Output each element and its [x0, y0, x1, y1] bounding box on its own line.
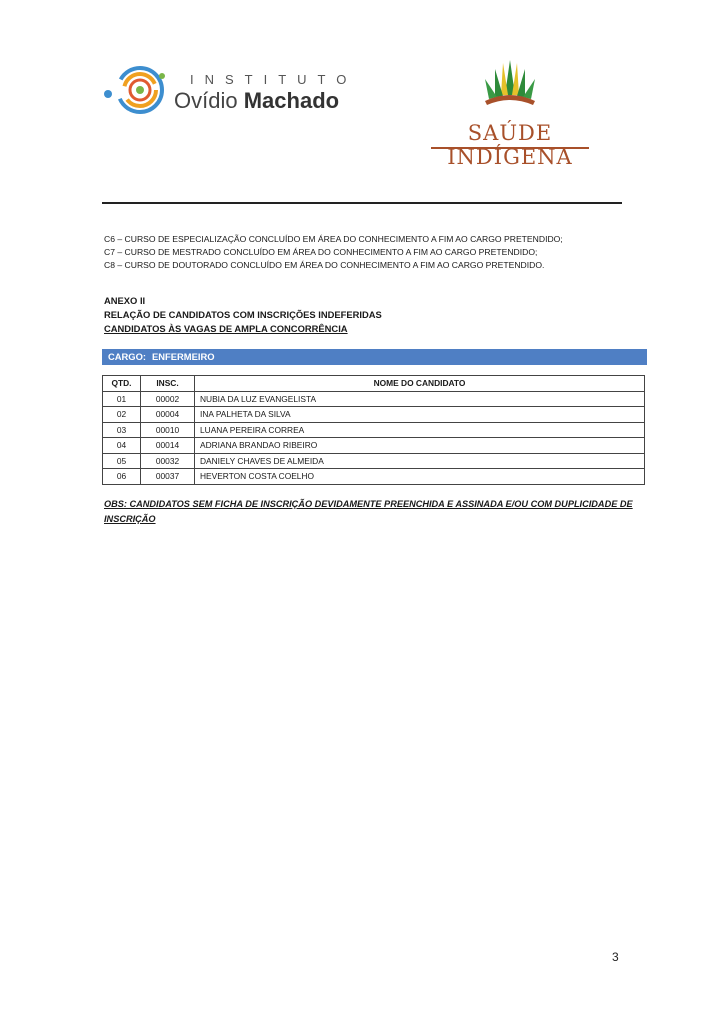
row-nome: HEVERTON COSTA COELHO	[195, 469, 645, 485]
table-row	[103, 422, 645, 438]
table-row	[103, 438, 645, 454]
header-qtd: QTD.	[103, 376, 141, 392]
header-divider	[102, 202, 622, 204]
annex-subtitle: RELAÇÃO DE CANDIDATOS COM INSCRIÇÕES INDEFERIDAS	[104, 309, 382, 320]
saude-indigena-logo	[425, 55, 595, 169]
cargo-bar	[102, 349, 647, 365]
saude-indigena-text: SAÚDE INDÍGENA	[447, 121, 573, 169]
row-qtd: 01	[103, 391, 141, 407]
row-qtd: 06	[103, 469, 141, 485]
page-number: 3	[612, 950, 619, 964]
row-insc: 00032	[141, 453, 195, 469]
row-qtd: 04	[103, 438, 141, 454]
course-criteria-c7: C7 – CURSO DE MESTRADO CONCLUÍDO EM ÁREA DO CONHECIMENTO A FIM AO CARGO PRETENDIDO;	[104, 246, 538, 257]
observation-note: OBS: CANDIDATOS SEM FICHA DE INSCRIÇÃO DEVIDAMENTE PREENCHIDA E ASSINADA E/OU COM DUPLICIDADE DE INSCRIÇÃO	[104, 499, 633, 524]
candidates-table	[102, 375, 645, 485]
row-qtd: 02	[103, 407, 141, 423]
cargo-value: ENFERMEIRO	[152, 351, 215, 362]
row-insc: 00010	[141, 422, 195, 438]
cargo-label: CARGO:	[108, 351, 147, 362]
institute-ring-logo-icon	[102, 60, 172, 120]
table-row	[103, 469, 645, 485]
institute-logo-regular: Ovídio	[174, 88, 238, 113]
row-nome: ADRIANA BRANDAO RIBEIRO	[195, 438, 645, 454]
row-nome: DANIELY CHAVES DE ALMEIDA	[195, 453, 645, 469]
row-nome: NUBIA DA LUZ EVANGELISTA	[195, 391, 645, 407]
institute-logo	[102, 60, 362, 120]
table-row	[103, 407, 645, 423]
row-insc: 00014	[141, 438, 195, 454]
row-insc: 00004	[141, 407, 195, 423]
row-insc: 00037	[141, 469, 195, 485]
annex-section: CANDIDATOS ÀS VAGAS DE AMPLA CONCORRÊNCIA	[104, 323, 348, 334]
course-criteria-list	[104, 233, 563, 271]
institute-logo-line1: INSTITUTO	[190, 72, 358, 87]
institute-logo-bold: Machado	[243, 88, 340, 113]
course-criteria-c6: C6 – CURSO DE ESPECIALIZAÇÃO CONCLUÍDO EM ÁREA DO CONHECIMENTO A FIM AO CARGO PRETENDIDO;	[104, 234, 563, 244]
institute-logo-line2	[174, 88, 339, 114]
table-row	[103, 453, 645, 469]
annex-heading	[104, 294, 382, 336]
row-nome: LUANA PEREIRA CORREA	[195, 422, 645, 438]
row-nome: INA PALHETA DA SILVA	[195, 407, 645, 423]
row-qtd: 03	[103, 422, 141, 438]
header-nome: NOME DO CANDIDATO	[195, 376, 645, 392]
course-criteria-c8: C8 – CURSO DE DOUTORADO CONCLUÍDO EM ÁREA DO CONHECIMENTO A FIM AO CARGO PRETENDIDO.	[104, 259, 545, 270]
row-qtd: 05	[103, 453, 141, 469]
table-header-row	[103, 376, 645, 392]
annex-title: ANEXO II	[104, 295, 146, 306]
row-insc: 00002	[141, 391, 195, 407]
table-row	[103, 391, 645, 407]
header-insc: INSC.	[141, 376, 195, 392]
